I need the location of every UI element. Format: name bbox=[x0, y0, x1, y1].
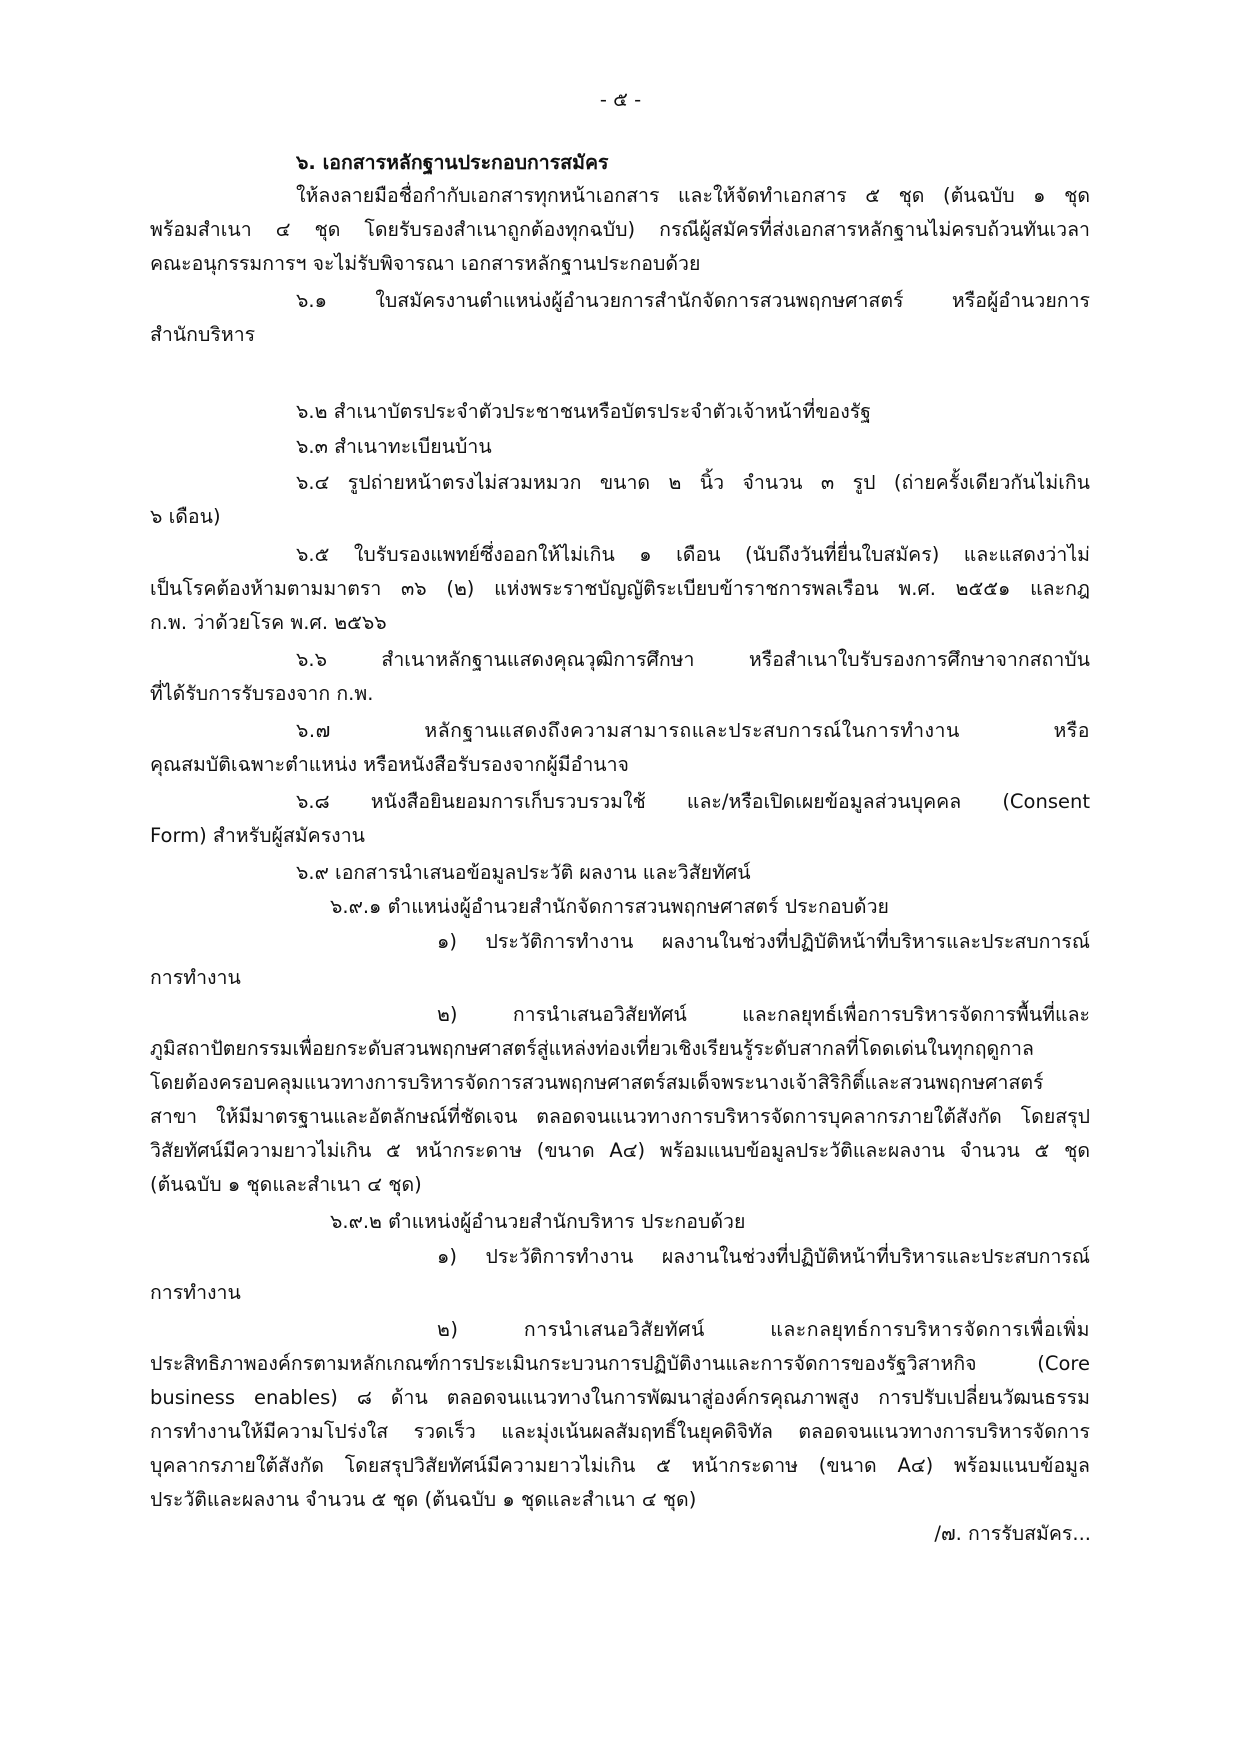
item-6-9-1-point-1-line-2: การทำงาน bbox=[150, 966, 241, 989]
item-6-8-line-2: Form) สำหรับผู้สมัครงาน bbox=[150, 824, 365, 847]
item-6-9-2-point-1-line-1: ๑) ประวัติการทำงาน ผลงานในช่วงที่ปฏิบัติหน้าที่บริหารและประสบการณ์ bbox=[437, 1245, 1090, 1268]
intro-line-1: ให้ลงลายมือชื่อกำกับเอกสารทุกหน้าเอกสาร และให้จัดทำเอกสาร ๕ ชุด (ต้นฉบับ ๑ ชุด bbox=[296, 184, 1090, 207]
item-6-9-2-point-2-line-3: business enables) ๘ ด้าน ตลอดจนแนวทางในการพัฒนาสู่องค์กรคุณภาพสูง การปรับเปลี่ยนวัฒนธรรม bbox=[150, 1386, 1090, 1409]
intro-line-3: คณะอนุกรรมการฯ จะไม่รับพิจารณา เอกสารหลักฐานประกอบด้วย bbox=[150, 252, 701, 275]
item-6-9: ๖.๙ เอกสารนำเสนอข้อมูลประวัติ ผลงาน และวิสัยทัศน์ bbox=[296, 861, 751, 884]
item-6-1-line-1: ๖.๑ ใบสมัครงานตำแหน่งผู้อำนวยการสำนักจัดการสวนพฤกษศาสตร์ หรือผู้อำนวยการ bbox=[296, 289, 1090, 312]
page-number: - ๕ - bbox=[599, 88, 642, 111]
item-6-6-line-2: ที่ได้รับการรับรองจาก ก.พ. bbox=[150, 682, 374, 705]
item-6-5-line-1: ๖.๕ ใบรับรองแพทย์ซึ่งออกให้ไม่เกิน ๑ เดือน (นับถึงวันที่ยื่นใบสมัคร) และแสดงว่าไม่ bbox=[296, 543, 1090, 566]
item-6-9-2-point-2-line-1: ๒) การนำเสนอวิสัยทัศน์ และกลยุทธ์การบริหารจัดการเพื่อเพิ่ม bbox=[437, 1318, 1090, 1341]
item-6-9-2-point-2-line-4: การทำงานให้มีความโปร่งใส รวดเร็ว และมุ่งเน้นผลสัมฤทธิ์ในยุคดิจิทัล ตลอดจนแนวทางการบริหารจัดการ bbox=[150, 1420, 1090, 1443]
item-6-9-1-point-1-line-1: ๑) ประวัติการทำงาน ผลงานในช่วงที่ปฏิบัติหน้าที่บริหารและประสบการณ์ bbox=[437, 930, 1090, 953]
continuation-note: /๗. การรับสมัคร... bbox=[934, 1522, 1091, 1545]
item-6-9-1-point-2-line-3: โดยต้องครอบคลุมแนวทางการบริหารจัดการสวนพฤกษศาสตร์สมเด็จพระนางเจ้าสิริกิติ์และสวนพฤกษศาสตร์ bbox=[150, 1071, 1044, 1094]
item-6-9-2-point-2-line-5: บุคลากรภายใต้สังกัด โดยสรุปวิสัยทัศน์มีความยาวไม่เกิน ๕ หน้ากระดาษ (ขนาด A๔) พร้อมแนบข้อมูล bbox=[150, 1454, 1090, 1477]
item-6-9-2-title: ๖.๙.๒ ตำแหน่งผู้อำนวยสำนักบริหาร ประกอบด้วย bbox=[330, 1210, 746, 1233]
item-6-9-1-point-2-line-5: วิสัยทัศน์มีความยาวไม่เกิน ๕ หน้ากระดาษ (ขนาด A๔) พร้อมแนบข้อมูลประวัติและผลงาน จำนวน ๕ ชุด bbox=[150, 1139, 1090, 1162]
item-6-7-line-2: คุณสมบัติเฉพาะตำแหน่ง หรือหนังสือรับรองจากผู้มีอำนาจ bbox=[150, 753, 629, 776]
item-6-1-line-2: สำนักบริหาร bbox=[150, 323, 256, 346]
item-6-9-1-point-2-line-4: สาขา ให้มีมาตรฐานและอัตลักษณ์ที่ชัดเจน ตลอดจนแนวทางการบริหารจัดการบุคลากรภายใต้สังกัด โดยสรุป bbox=[150, 1105, 1090, 1128]
item-6-9-2-point-1-line-2: การทำงาน bbox=[150, 1281, 241, 1304]
intro-line-2: พร้อมสำเนา ๔ ชุด โดยรับรองสำเนาถูกต้องทุกฉบับ) กรณีผู้สมัครที่ส่งเอกสารหลักฐานไม่ครบถ้วนทันเวลา bbox=[150, 218, 1090, 241]
item-6-6-line-1: ๖.๖ สำเนาหลักฐานแสดงคุณวุฒิการศึกษา หรือสำเนาใบรับรองการศึกษาจากสถาบัน bbox=[296, 648, 1090, 671]
item-6-9-1-point-2-line-1: ๒) การนำเสนอวิสัยทัศน์ และกลยุทธ์เพื่อการบริหารจัดการพื้นที่และ bbox=[437, 1003, 1090, 1026]
item-6-5-line-3: ก.พ. ว่าด้วยโรค พ.ศ. ๒๕๖๖ bbox=[150, 611, 387, 634]
item-6-7-line-1: ๖.๗ หลักฐานแสดงถึงความสามารถและประสบการณ์ในการทำงาน หรือ bbox=[296, 719, 1090, 742]
item-6-9-2-point-2-line-6: ประวัติและผลงาน จำนวน ๕ ชุด (ต้นฉบับ ๑ ชุดและสำเนา ๔ ชุด) bbox=[150, 1488, 697, 1511]
item-6-9-1-point-2-line-6: (ต้นฉบับ ๑ ชุดและสำเนา ๔ ชุด) bbox=[150, 1173, 422, 1196]
item-6-5-line-2: เป็นโรคต้องห้ามตามมาตรา ๓๖ (๒) แห่งพระราชบัญญัติระเบียบข้าราชการพลเรือน พ.ศ. ๒๕๕๑ และกฎ bbox=[150, 577, 1090, 600]
section-heading: ๖. เอกสารหลักฐานประกอบการสมัคร bbox=[296, 151, 609, 174]
item-6-3: ๖.๓ สำเนาทะเบียนบ้าน bbox=[296, 435, 492, 458]
item-6-4-line-1: ๖.๔ รูปถ่ายหน้าตรงไม่สวมหมวก ขนาด ๒ นิ้ว จำนวน ๓ รูป (ถ่ายครั้งเดียวกันไม่เกิน bbox=[296, 471, 1090, 494]
item-6-9-1-point-2-line-2: ภูมิสถาปัตยกรรมเพื่อยกระดับสวนพฤกษศาสตร์สู่แหล่งท่องเที่ยวเชิงเรียนรู้ระดับสากลที่โดดเด่นในทุกฤดูกาล bbox=[150, 1037, 1034, 1060]
item-6-8-line-1: ๖.๘ หนังสือยินยอมการเก็บรวบรวมใช้ และ/หรือเปิดเผยข้อมูลส่วนบุคคล (Consent bbox=[296, 790, 1090, 813]
item-6-4-line-2: ๖ เดือน) bbox=[150, 505, 221, 528]
item-6-9-1-title: ๖.๙.๑ ตำแหน่งผู้อำนวยสำนักจัดการสวนพฤกษศาสตร์ ประกอบด้วย bbox=[330, 895, 889, 918]
item-6-9-2-point-2-line-2: ประสิทธิภาพองค์กรตามหลักเกณฑ์การประเมินกระบวนการปฏิบัติงานและการจัดการของรัฐวิสาหกิจ (Core bbox=[150, 1352, 1090, 1375]
item-6-2: ๖.๒ สำเนาบัตรประจำตัวประชาชนหรือบัตรประจำตัวเจ้าหน้าที่ของรัฐ bbox=[296, 400, 872, 423]
